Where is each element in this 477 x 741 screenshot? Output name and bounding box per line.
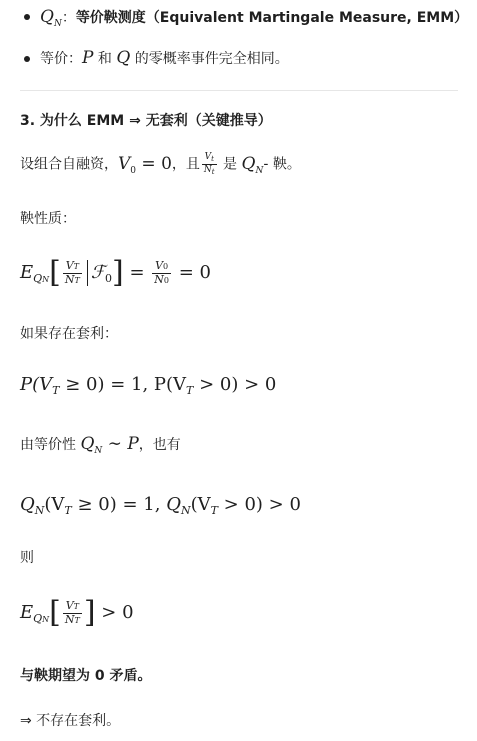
equation-arbitrage-qn: $Q_N(V_T \ge 0) = 1$, $Q_N(V_T > 0) > 0$ <box>20 494 301 517</box>
section-heading: 3. 为什么 EMM ⇒ 无套利（关键推导） <box>20 113 272 129</box>
bullet-dot <box>24 14 30 20</box>
equation-positive-expectation: $E_{QN}$[ $\frac{VT}{NT}$ ] > 0 <box>20 595 134 630</box>
bullet-emm: $Q_N$：等价鞅测度（Equivalent Martingale Measure, EMM） <box>40 7 469 29</box>
ratio-vt-nt: $\frac{V_t}{N_t}$ <box>203 152 215 176</box>
para-self-financing: 设组合自融资，$V_0 = 0$，且 $\frac{V_t}{N_t}$ 是 $Q_N-$ 鞅。 <box>20 152 301 176</box>
bullet-equivalence: 等价：P 和 Q 的零概率事件完全相同。 <box>40 48 289 68</box>
equation-arbitrage-p: $P(V_T \ge 0) = 1$, $P(V_T > 0) > 0$ <box>20 374 277 397</box>
label-martingale: 鞅性质： <box>20 211 76 227</box>
equation-martingale-expectation: $E_{QN}$[ $\frac{VT}{NT}$ ℱ$_0$] = $\frac{V0}{N0}$ = 0 <box>20 255 211 290</box>
q-symbol: $Q_N$ <box>40 7 62 29</box>
para-equivalence: 由等价性 $Q_N$ ∼ P，也有 <box>20 434 181 456</box>
label-arbitrage: 如果存在套利： <box>20 326 118 342</box>
final-no-arbitrage: ⇒ 不存在套利。 <box>20 713 121 729</box>
conclusion-contradiction: 与鞅期望为 0 矛盾。 <box>20 668 152 684</box>
emm-definition: 等价鞅测度（Equivalent Martingale Measure, EMM） <box>75 10 469 26</box>
bullet-dot <box>24 56 30 62</box>
label-then: 则 <box>20 550 34 566</box>
section-divider <box>20 90 458 91</box>
